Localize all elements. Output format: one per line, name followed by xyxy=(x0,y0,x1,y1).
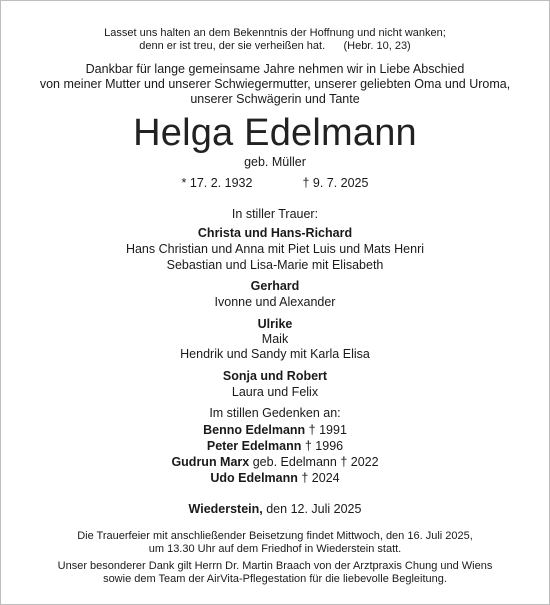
memorial-name: Gudrun Marx xyxy=(171,455,250,469)
memorial-entry xyxy=(1,438,549,454)
family-line: Ivonne und Alexander xyxy=(214,295,336,309)
birth-date: * 17. 2. 1932 xyxy=(181,176,253,190)
memorial-extra: geb. Edelmann xyxy=(252,455,337,469)
maiden-name: geb. Müller xyxy=(244,155,306,169)
death-date: † 9. 7. 2025 xyxy=(302,176,369,190)
memorial-name: Benno Edelmann xyxy=(203,423,306,437)
family-head: Ulrike xyxy=(257,317,293,331)
funeral-line-1: Die Trauerfeier mit anschließender Beisetzung findet Mittwoch, den 16. Juli 2025, xyxy=(77,530,473,542)
mourners-heading: In stiller Trauer: xyxy=(231,207,319,221)
family-line: Hans Christian und Anna mit Piet Luis und Mats Henri xyxy=(125,242,425,256)
memorial-date: † 1996 xyxy=(304,439,344,453)
life-dates xyxy=(1,175,549,191)
family-line: Hendrik und Sandy mit Karla Elisa xyxy=(180,347,370,361)
verse-line-1: Lasset uns halten an dem Bekenntnis der Hoffnung und nicht wanken; xyxy=(104,27,446,39)
intro-line-2: von meiner Mutter und unserer Schwiegermutter, unserer geliebten Oma und Uroma, xyxy=(39,77,511,91)
deceased-name: Helga Edelmann xyxy=(133,112,417,154)
memorial-entry xyxy=(1,454,549,470)
funeral-line-2: um 13.30 Uhr auf dem Friedhof in Wiederstein statt. xyxy=(148,543,402,555)
memorial-date: † 2022 xyxy=(340,455,379,469)
place: Wiederstein, xyxy=(188,502,263,516)
memorial-entry xyxy=(1,470,549,486)
intro-line-1: Dankbar für lange gemeinsame Jahre nehmen wir in Liebe Abschied xyxy=(85,62,465,76)
family-line: Sebastian und Lisa-Marie mit Elisabeth xyxy=(166,258,384,272)
family-head: Christa und Hans-Richard xyxy=(197,226,353,240)
memorial-entry xyxy=(1,422,549,438)
place-date xyxy=(1,501,549,517)
memorial-date: † 1991 xyxy=(308,423,347,437)
family-head: Sonja und Robert xyxy=(222,369,328,383)
memorial-date: † 2024 xyxy=(301,471,340,485)
date: den 12. Juli 2025 xyxy=(266,502,362,516)
memorial-heading: Im stillen Gedenken an: xyxy=(209,406,341,420)
thanks-line-2: sowie dem Team der AirVita-Pflegestation für die liebevolle Begleitung. xyxy=(103,573,447,585)
family-head: Gerhard xyxy=(250,279,300,293)
memorial-name: Peter Edelmann xyxy=(206,439,302,453)
family-line: Maik xyxy=(261,332,289,346)
verse-line-2: denn er ist treu, der sie verheißen hat. (Hebr. 10, 23) xyxy=(139,40,411,52)
family-line: Laura und Felix xyxy=(231,385,319,399)
memorial-name: Udo Edelmann xyxy=(210,471,298,485)
intro-line-3: unserer Schwägerin und Tante xyxy=(190,92,360,106)
thanks-line-1: Unser besonderer Dank gilt Herrn Dr. Martin Braach von der Arztpraxis Chung und Wiens xyxy=(57,560,493,572)
